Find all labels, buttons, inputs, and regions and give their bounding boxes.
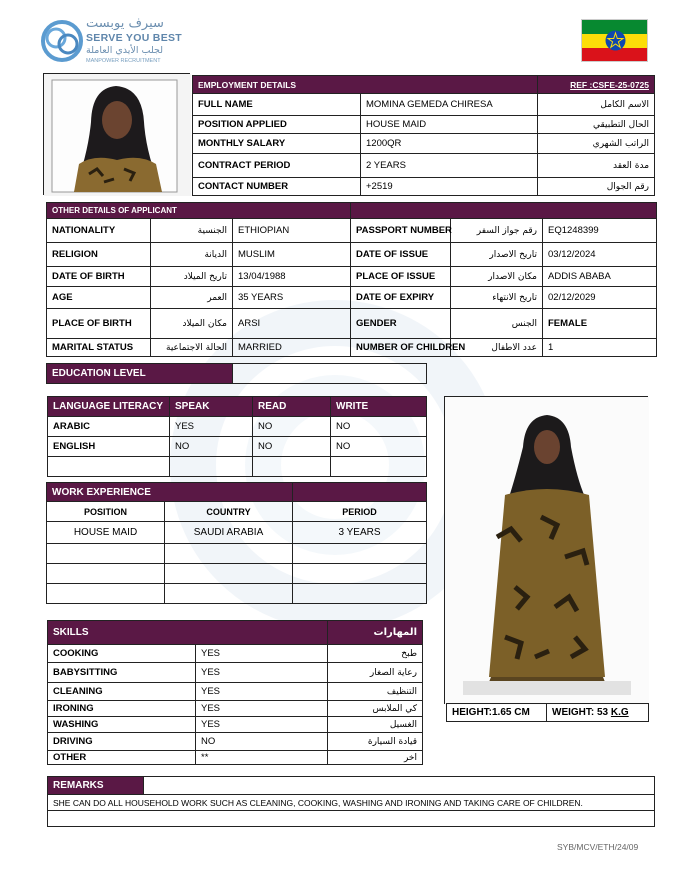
nationality-value: ETHIOPIAN: [233, 219, 351, 243]
skill-value: YES: [196, 645, 328, 663]
skill-value: YES: [196, 701, 328, 717]
children-label: NUMBER OF CHILDREN: [351, 339, 451, 357]
work-header: WORK EXPERIENCE: [47, 483, 293, 502]
birth-place-arabic: مكان الميلاد: [151, 309, 233, 339]
measurements-table: [446, 703, 649, 722]
nationality-arabic: الجنسية: [151, 219, 233, 243]
issue-place-label: PLACE OF ISSUE: [351, 267, 451, 287]
religion-value: MUSLIM: [233, 243, 351, 267]
reference-number: REF :CSFE-25-0725: [538, 76, 655, 94]
flag-emblem-icon: [605, 30, 626, 51]
write-value: NO: [331, 417, 427, 437]
religion-label: RELIGION: [47, 243, 151, 267]
applicant-full-body-photo: [444, 396, 648, 704]
issue-place-arabic: مكان الاصدار: [451, 267, 543, 287]
skill-arabic: رعاية الصغار: [328, 663, 423, 683]
skill-name: OTHER: [48, 751, 196, 765]
employment-header: EMPLOYMENT DETAILS: [193, 76, 538, 94]
position-label: POSITION APPLIED: [193, 116, 361, 134]
work-position: [47, 564, 165, 584]
birth-place-label: PLACE OF BIRTH: [47, 309, 151, 339]
weight-unit: K.G: [610, 707, 629, 718]
issue-date-value: 03/12/2024: [543, 243, 657, 267]
interlocked-rings-logo-icon: [40, 18, 84, 64]
contract-arabic: مدة العقد: [538, 154, 655, 178]
full-name-arabic: الاسم الكامل: [538, 94, 655, 116]
birth-date-arabic: تاريخ الميلاد: [151, 267, 233, 287]
education-table: [46, 363, 427, 384]
contact-value: +2519: [361, 178, 538, 196]
work-position: HOUSE MAID: [47, 522, 165, 544]
expiry-date-arabic: تاريخ الانتهاء: [451, 287, 543, 309]
education-label: EDUCATION LEVEL: [47, 364, 233, 384]
work-position: [47, 544, 165, 564]
skill-name: BABYSITTING: [48, 663, 196, 683]
work-period: [293, 544, 427, 564]
issue-date-label: DATE OF ISSUE: [351, 243, 451, 267]
full-name-value: MOMINA GEMEDA CHIRESA: [361, 94, 538, 116]
height-value: HEIGHT:1.65 CM: [447, 704, 547, 722]
work-period: 3 YEARS: [293, 522, 427, 544]
speak-value: [170, 457, 253, 477]
country-column: COUNTRY: [165, 502, 293, 522]
birth-place-value: ARSI: [233, 309, 351, 339]
language-name: ARABIC: [48, 417, 170, 437]
read-header: READ: [253, 397, 331, 417]
speak-value: YES: [170, 417, 253, 437]
work-country: [165, 564, 293, 584]
brand-name: SERVE YOU BEST: [86, 32, 183, 44]
period-column: PERIOD: [293, 502, 427, 522]
remarks-blank-row: [48, 811, 655, 827]
language-name: [48, 457, 170, 477]
skill-name: COOKING: [48, 645, 196, 663]
age-label: AGE: [47, 287, 151, 309]
write-value: NO: [331, 437, 427, 457]
work-period: [293, 584, 427, 604]
skill-value: YES: [196, 663, 328, 683]
marital-arabic: الحالة الاجتماعية: [151, 339, 233, 357]
contact-arabic: رقم الجوال: [538, 178, 655, 196]
ethiopia-flag-icon: [581, 19, 648, 62]
skill-arabic: التنظيف: [328, 683, 423, 701]
expiry-date-label: DATE OF EXPIRY: [351, 287, 451, 309]
write-value: [331, 457, 427, 477]
skill-value: YES: [196, 717, 328, 733]
education-value: [233, 364, 427, 384]
weight-cell: [547, 704, 649, 722]
remarks-table: [47, 776, 655, 827]
age-arabic: العمر: [151, 287, 233, 309]
age-value: 35 YEARS: [233, 287, 351, 309]
skill-arabic: طبخ: [328, 645, 423, 663]
write-header: WRITE: [331, 397, 427, 417]
position-arabic: الحال التطبيقي: [538, 116, 655, 134]
position-column: POSITION: [47, 502, 165, 522]
skill-name: IRONING: [48, 701, 196, 717]
issue-date-arabic: تاريخ الاصدار: [451, 243, 543, 267]
salary-arabic: الراتب الشهري: [538, 134, 655, 154]
skill-name: CLEANING: [48, 683, 196, 701]
read-value: NO: [253, 437, 331, 457]
work-country: [165, 544, 293, 564]
marital-label: MARITAL STATUS: [47, 339, 151, 357]
salary-label: MONTHLY SALARY: [193, 134, 361, 154]
applicant-portrait-photo: [43, 73, 190, 195]
expiry-date-value: 02/12/2029: [543, 287, 657, 309]
passport-arabic: رقم جواز السفر: [451, 219, 543, 243]
skill-name: WASHING: [48, 717, 196, 733]
skill-arabic: اخر: [328, 751, 423, 765]
work-period: [293, 564, 427, 584]
weight-value: WEIGHT: 53: [552, 707, 611, 718]
language-table: [47, 396, 427, 477]
skill-value: **: [196, 751, 328, 765]
children-value: 1: [543, 339, 657, 357]
other-details-table: [46, 202, 657, 357]
footer-code: SYB/MCV/ETH/24/09: [557, 842, 639, 852]
work-country: [165, 584, 293, 604]
nationality-label: NATIONALITY: [47, 219, 151, 243]
employment-details-table: [192, 75, 655, 196]
read-value: NO: [253, 417, 331, 437]
birth-date-value: 13/04/1988: [233, 267, 351, 287]
full-name-label: FULL NAME: [193, 94, 361, 116]
language-header: LANGUAGE LITERACY: [48, 397, 170, 417]
brand-tagline: MANPOWER RECRUITMENT: [86, 58, 161, 64]
birth-date-label: DATE OF BIRTH: [47, 267, 151, 287]
brand-arabic-tagline: لجلب الأيدي العاملة: [86, 45, 164, 56]
speak-value: NO: [170, 437, 253, 457]
skill-arabic: الغسيل: [328, 717, 423, 733]
skill-arabic: قيادة السيارة: [328, 733, 423, 751]
skills-header: SKILLS: [48, 621, 328, 645]
position-value: HOUSE MAID: [361, 116, 538, 134]
contact-label: CONTACT NUMBER: [193, 178, 361, 196]
passport-label: PASSPORT NUMBER: [351, 219, 451, 243]
work-country: SAUDI ARABIA: [165, 522, 293, 544]
language-name: ENGLISH: [48, 437, 170, 457]
remarks-header: REMARKS: [48, 777, 144, 795]
skill-arabic: كي الملابس: [328, 701, 423, 717]
passport-value: EQ1248399: [543, 219, 657, 243]
issue-place-value: ADDIS ABABA: [543, 267, 657, 287]
other-details-header: OTHER DETAILS OF APPLICANT: [47, 203, 351, 219]
salary-value: 1200QR: [361, 134, 538, 154]
read-value: [253, 457, 331, 477]
remarks-text: SHE CAN DO ALL HOUSEHOLD WORK SUCH AS CLEANING, COOKING, WASHING AND IRONING AND TAKING CARE OF CHILDREN.: [48, 795, 655, 811]
remarks-header-blank: [144, 777, 655, 795]
skill-name: DRIVING: [48, 733, 196, 751]
contract-label: CONTRACT PERIOD: [193, 154, 361, 178]
work-position: [47, 584, 165, 604]
skills-table: [47, 620, 423, 765]
skill-value: NO: [196, 733, 328, 751]
speak-header: SPEAK: [170, 397, 253, 417]
contract-value: 2 YEARS: [361, 154, 538, 178]
children-arabic: عدد الاطفال: [451, 339, 543, 357]
skills-header-arabic: المهارات: [328, 621, 423, 645]
brand-arabic: سيرف يوبست: [86, 16, 164, 31]
work-header-blank: [293, 483, 427, 502]
marital-value: MARRIED: [233, 339, 351, 357]
gender-value: FEMALE: [543, 309, 657, 339]
company-logo: [40, 18, 190, 68]
other-details-header-blank: [351, 203, 657, 219]
gender-label: GENDER: [351, 309, 451, 339]
religion-arabic: الديانة: [151, 243, 233, 267]
gender-arabic: الجنس: [451, 309, 543, 339]
work-experience-table: [46, 482, 427, 604]
skill-value: YES: [196, 683, 328, 701]
